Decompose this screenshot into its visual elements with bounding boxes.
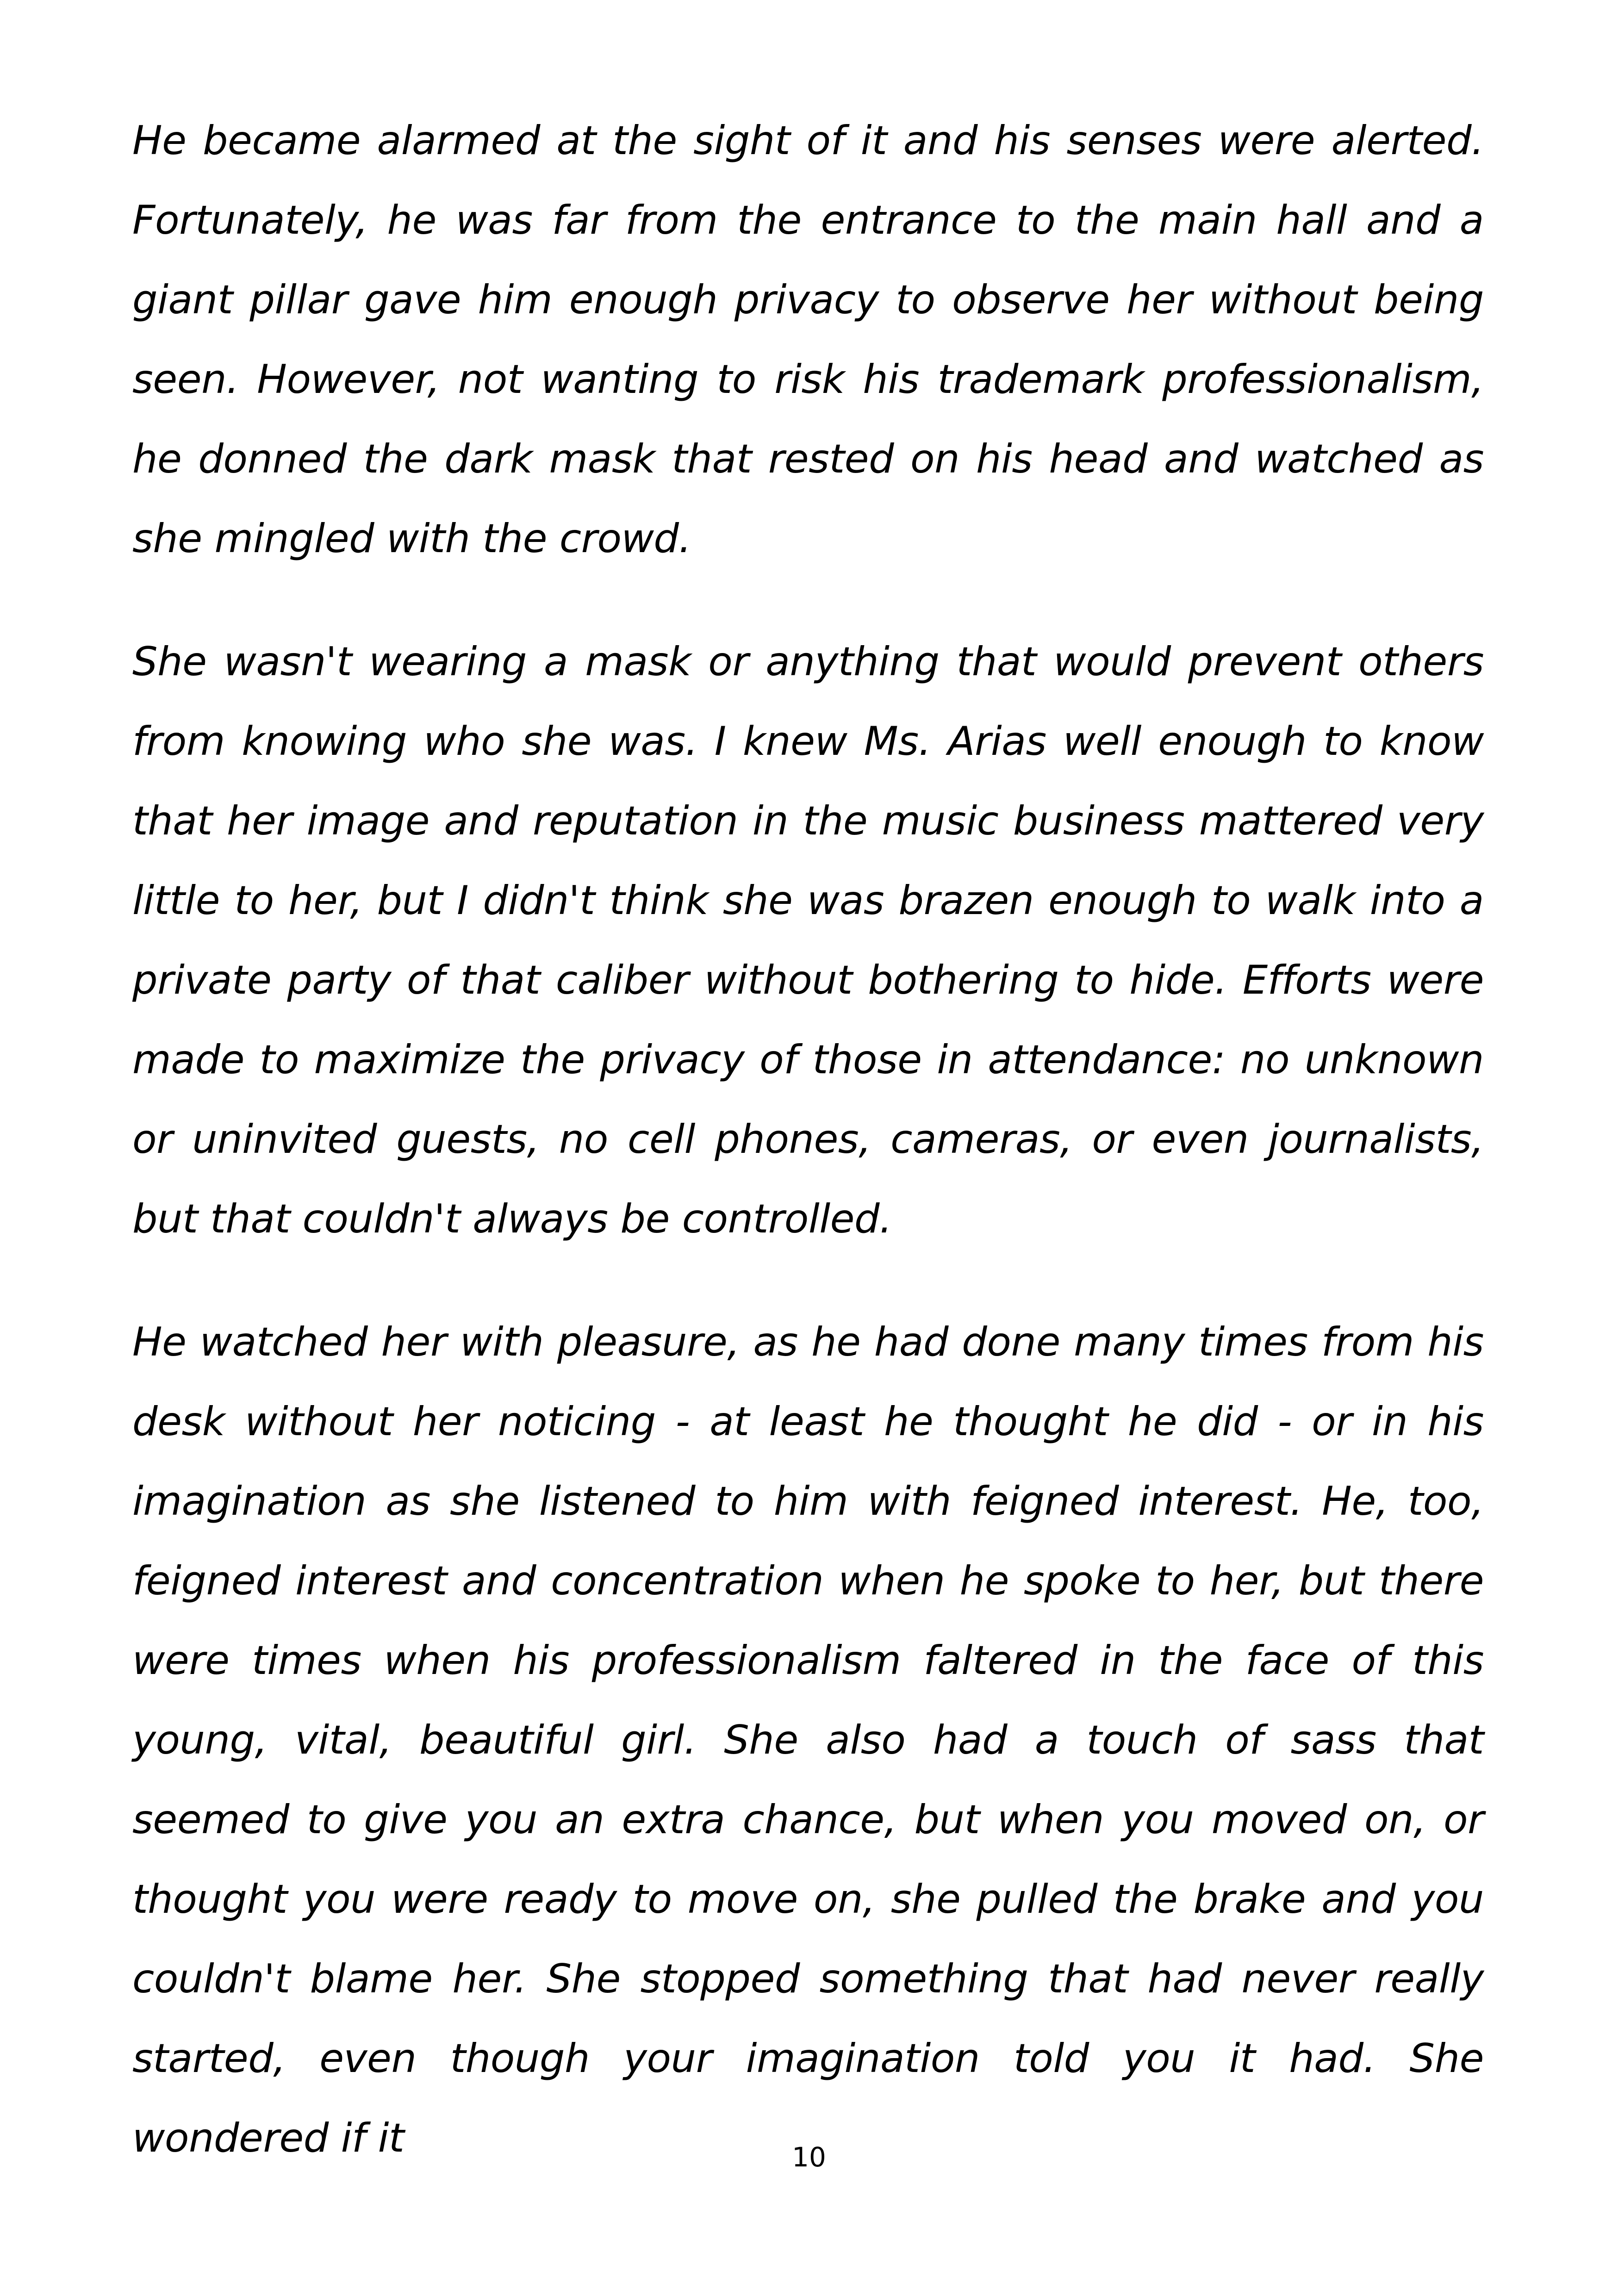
paragraph-3: He watched her with pleasure, as he had done many times from his desk without her noticing - at least he thought he did - or in his imagination as she listened to him with feigned interest. He, too, feigned interest and concentration when he spoke to her, but there were times when his professionalism faltered in the face of this young, vital, beautiful girl. She also had a touch of sass that seemed to give you an extra chance, but when you moved on, or thought you were ready to move on, she pulled the brake and you couldn't blame her. She stopped something that had never really started, even though your imagination told you it had. She wondered if it — [132, 1319, 1484, 2161]
body-text — [132, 101, 1484, 2221]
page-number: 10 — [792, 2141, 826, 2173]
paragraph-2: She wasn't wearing a mask or anything that would prevent others from knowing who she was. I knew Ms. Arias well enough to know that her image and reputation in the music business mattered very little to her, but I didn't think she was brazen enough to walk into a private party of that caliber without bothering to hide. Efforts were made to maximize the privacy of those in attendance: no unknown or uninvited guests, no cell phones, cameras, or even journalists, but that couldn't always be controlled. — [132, 639, 1484, 1242]
paragraph-1: He became alarmed at the sight of it and his senses were alerted. Fortunately, he was far from the entrance to the main hall and a giant pillar gave him enough privacy to observe her without being seen. However, not wanting to risk his trademark professionalism, he donned the dark mask that rested on his head and watched as she mingled with the crowd. — [132, 118, 1484, 562]
